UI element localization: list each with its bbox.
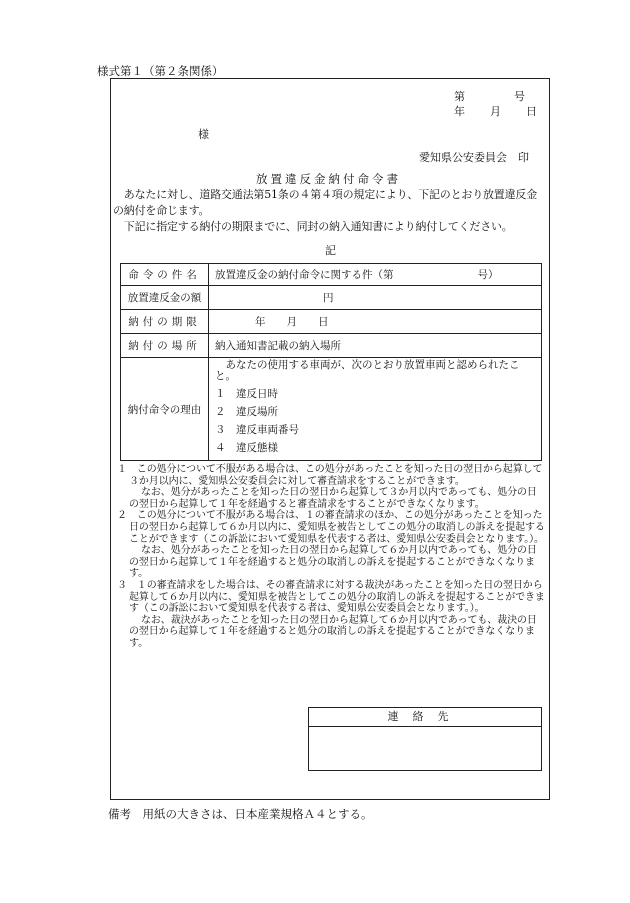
value-deadline: 年 月 日 bbox=[209, 310, 542, 334]
note-1-supplement: なお、処分があったことを知った日の翌日から起算して３か月以内であっても、処分の日の翌日から起算して１年を経過すると審査請求をすることができなくなります。 bbox=[129, 487, 537, 510]
issue-date: 年 月 日 bbox=[454, 105, 538, 118]
label-amount: 放置違反金の額 bbox=[121, 286, 209, 310]
table-row bbox=[121, 358, 542, 461]
appeal-notes bbox=[113, 464, 545, 650]
table-row bbox=[121, 286, 542, 310]
document-number: 第 号 bbox=[454, 90, 526, 103]
intro-text bbox=[113, 187, 545, 235]
ki-heading: 記 bbox=[325, 244, 336, 257]
reason-lead: あなたの使用する車両が、次のとおり放置車両と認められたこと。 bbox=[215, 359, 520, 382]
note-3-supplement: なお、裁決があったことを知った日の翌日から起算して６か月以内であっても、裁決の日の翌日から起算して１年を経過すると処分の取消しの訴えを提起することができなくなります。 bbox=[129, 614, 537, 649]
note-3: ３ １の審査請求をした場合は、その審査請求に対する裁決があったことを知った日の翌日から起算して６か月以内に、愛知県を被告としてこの処分の取消しの訴えを提起することができます（この訴訟において愛知県を代表する者は、愛知県公安委員会となります。）。 bbox=[117, 579, 545, 615]
note-1: １ この処分について不服がある場合は、この処分があったことを知った日の翌日から起算して３か月以内に、愛知県公安委員会に対して審査請求をすることができます。 bbox=[117, 464, 543, 487]
note-2-supplement: なお、処分があったことを知った日の翌日から起算して６か月以内であっても、処分の日の翌日から起算して１年を経過すると処分の取消しの訴えを提起することができなくなります。 bbox=[129, 545, 537, 580]
table-row bbox=[121, 334, 542, 358]
form-number-label: 様式第１（第２条関係） bbox=[97, 64, 224, 78]
label-case-name: 命令の件名 bbox=[121, 264, 209, 286]
label-payment-place: 納付の場所 bbox=[121, 334, 209, 358]
value-amount: 円 bbox=[209, 286, 542, 310]
label-reason: 納付命令の理由 bbox=[121, 358, 209, 461]
value-payment-place: 納入通知書記載の納入場所 bbox=[209, 334, 542, 358]
contact-box bbox=[308, 707, 542, 771]
reason-item: １ 違反日時 bbox=[215, 388, 278, 400]
reason-item-list bbox=[215, 385, 535, 457]
page-title: 放置違反金納付命令書 bbox=[256, 172, 401, 186]
issuer-seal: 愛知県公安委員会 印 bbox=[419, 151, 529, 164]
note-2: ２ この処分について不服がある場合は、１の審査請求のほか、この処分があったことを知った日の翌日から起算して６か月以内に、愛知県を被告としてこの処分の取消しの訴えを提起することができます（この訴訟において愛知県を代表する者は、愛知県公安委員会となります。）。 bbox=[117, 510, 545, 545]
table-row bbox=[121, 310, 542, 334]
intro-paragraph-2: 下記に指定する納付の期限までに、同封の納入通知書により納付してください。 bbox=[113, 220, 513, 233]
value-reason bbox=[209, 358, 542, 461]
order-details-table bbox=[120, 263, 542, 461]
remark-note: 備考 用紙の大きさは、日本産業規格Ａ４とする。 bbox=[108, 807, 373, 821]
table-row bbox=[121, 264, 542, 286]
addressee-suffix: 様 bbox=[198, 128, 209, 141]
contact-heading: 連絡先 bbox=[309, 708, 541, 727]
reason-item: ４ 違反態様 bbox=[215, 442, 278, 454]
reason-item: ３ 違反車両番号 bbox=[215, 424, 299, 436]
intro-paragraph-1: あなたに対し、道路交通法第51条の４第４項の規定により、下記のとおり放置違反金の納付を命じます。 bbox=[113, 188, 537, 217]
label-deadline: 納付の期限 bbox=[121, 310, 209, 334]
value-case-name: 放置違反金の納付命令に関する件（第 号） bbox=[209, 264, 542, 286]
reason-item: ２ 違反場所 bbox=[215, 406, 278, 418]
